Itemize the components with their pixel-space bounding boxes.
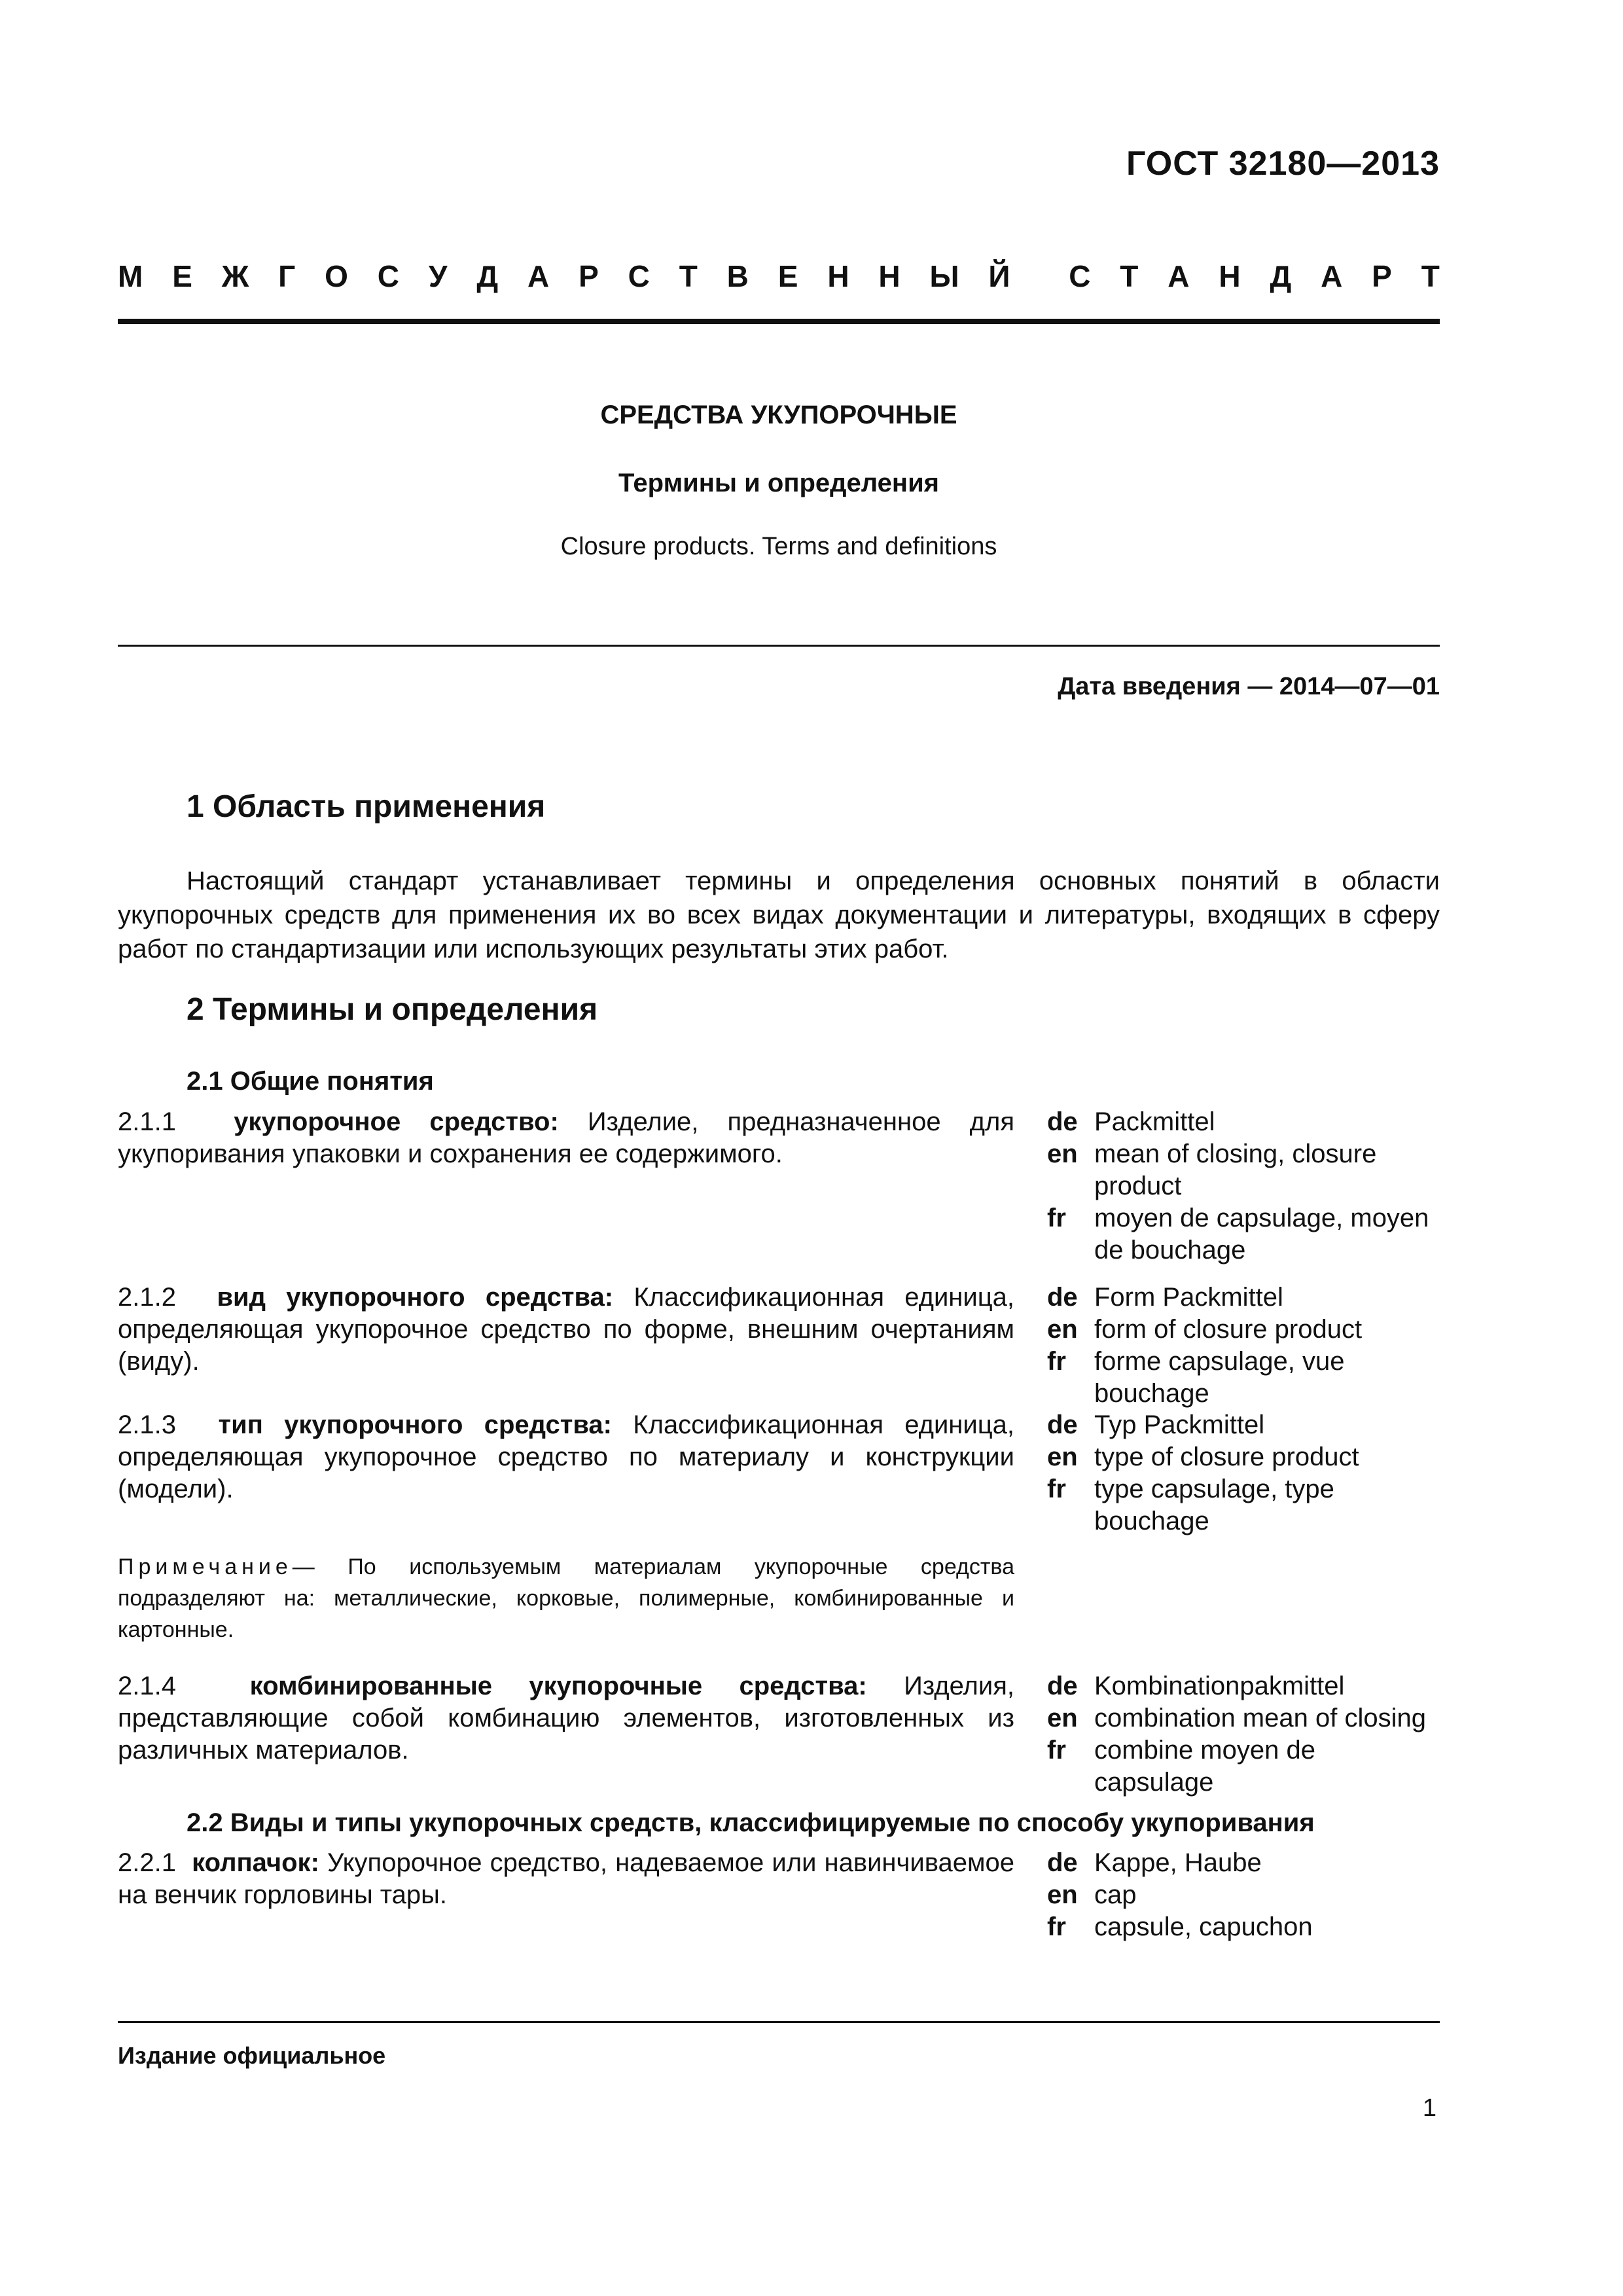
term-number: 2.1.3 [118, 1410, 176, 1439]
banner-letter: Н [1219, 259, 1241, 293]
lang-code: fr [1047, 1347, 1066, 1376]
banner-letter: Д [1270, 259, 1292, 293]
subsection-heading-types: 2.2 Виды и типы укупорочных средств, классифицируемые по способу укупоривания [187, 1808, 1315, 1837]
banner-letter: Ж [221, 259, 249, 293]
equivalent-text: moyen de capsulage, moyen de bouchage [1094, 1204, 1429, 1265]
banner-letter: Д [476, 259, 499, 293]
banner-letter: А [1168, 259, 1190, 293]
lang-code: en [1047, 1880, 1078, 1909]
page-number: 1 [1422, 2094, 1436, 2122]
equivalent-text: cap [1094, 1880, 1137, 1909]
lang-code: fr [1047, 1912, 1066, 1941]
banner-letter: Р [579, 259, 599, 293]
lang-code: en [1047, 1139, 1078, 1168]
banner-letter: Е [172, 259, 192, 293]
edition-label: Издание официальное [118, 2042, 386, 2069]
equivalent-text: Packmittel [1094, 1107, 1215, 1136]
term-entry [118, 1409, 1014, 1505]
banner-letter: У [428, 259, 448, 293]
document-title: СРЕДСТВА УКУПОРОЧНЫЕ [600, 401, 957, 429]
equivalent-text: Kombinationpakmittel [1094, 1672, 1345, 1700]
standard-type-banner [118, 259, 1440, 294]
banner-letter: Й [988, 259, 1010, 293]
lang-code: de [1047, 1410, 1078, 1439]
section-heading-terms: 2 Термины и определения [187, 992, 598, 1027]
lang-code: en [1047, 1443, 1078, 1471]
banner-letter: Н [827, 259, 849, 293]
banner-letter: Р [1372, 259, 1392, 293]
header-divider [118, 319, 1440, 324]
term-equivalents [1047, 1670, 1440, 1799]
equivalent-text: capsule, capuchon [1094, 1912, 1313, 1941]
lang-code: de [1047, 1848, 1078, 1877]
banner-letter: Т [679, 259, 698, 293]
banner-letter: Т [1421, 259, 1440, 293]
banner-letter: С [377, 259, 399, 293]
term-entry [118, 1106, 1014, 1170]
equivalent-text: forme capsulage, vue bouchage [1094, 1347, 1345, 1408]
lang-code: en [1047, 1315, 1078, 1344]
term-number: 2.1.2 [118, 1283, 176, 1312]
equivalent-text: type of closure product [1094, 1443, 1359, 1471]
lang-code: de [1047, 1283, 1078, 1312]
banner-letter: Г [278, 259, 296, 293]
term-entry [118, 1282, 1014, 1378]
lang-code: de [1047, 1672, 1078, 1700]
term-number: 2.1.1 [118, 1107, 176, 1136]
banner-letter: Н [878, 259, 901, 293]
term-equivalents [1047, 1282, 1440, 1410]
banner-letter: М [118, 259, 143, 293]
introduction-date: Дата введения — 2014—07—01 [1058, 673, 1440, 700]
term-name: тип укупорочного средства: [218, 1410, 613, 1439]
document-english-title: Closure products. Terms and definitions [560, 533, 997, 560]
term-number: 2.1.4 [118, 1672, 176, 1700]
term-name: укупорочное средство: [234, 1107, 559, 1136]
note-label: Примечание [118, 1554, 293, 1579]
banner-letter: Е [777, 259, 798, 293]
term-equivalents [1047, 1106, 1440, 1266]
term-entry [118, 1847, 1014, 1911]
subsection-heading-general: 2.1 Общие понятия [187, 1067, 434, 1096]
scope-paragraph [118, 864, 1440, 966]
banner-letter: В [726, 259, 749, 293]
scope-text: Настоящий стандарт устанавливает термины и определения основных понятий в области укупорочных средств для применения их во всех видах документации и литературы, входящих в сферу работ по стандартизации или использующих результаты этих работ. [118, 867, 1440, 963]
equivalent-text: type capsulage, type bouchage [1094, 1475, 1334, 1535]
banner-letter: Ы [929, 259, 959, 293]
banner-letter: С [1069, 259, 1091, 293]
lang-code: de [1047, 1107, 1078, 1136]
term-definition: Изделие, предназначенное для укупоривания упаковки и сохранения ее содержимого. [118, 1107, 1015, 1168]
lang-code: en [1047, 1704, 1078, 1732]
standard-number: ГОСТ 32180—2013 [1126, 145, 1440, 183]
banner-letter: А [527, 259, 550, 293]
term-definition: Классификационная единица, определяющая укупорочное средство по форме, внешним очертаниям (виду). [118, 1283, 1014, 1376]
equivalent-text: combine moyen de capsulage [1094, 1736, 1315, 1797]
lang-code: fr [1047, 1204, 1066, 1232]
term-definition: Укупорочное средство, надеваемое или навинчиваемое на венчик горловины тары. [118, 1848, 1014, 1909]
banner-letter: А [1321, 259, 1343, 293]
title-divider [118, 645, 1440, 647]
term-definition: Изделия, представляющие собой комбинацию элементов, изготовленных из различных материалов. [118, 1672, 1015, 1765]
equivalent-text: combination mean of closing [1094, 1704, 1426, 1732]
term-equivalents [1047, 1847, 1440, 1943]
banner-letter: О [325, 259, 348, 293]
term-number: 2.2.1 [118, 1848, 176, 1877]
equivalent-text: Form Packmittel [1094, 1283, 1283, 1312]
term-entry [118, 1670, 1014, 1767]
term-name: колпачок: [192, 1848, 319, 1877]
banner-letter: С [628, 259, 650, 293]
term-name: комбинированные укупорочные средства: [249, 1672, 867, 1700]
term-name: вид укупорочного средства: [217, 1283, 614, 1312]
document-subtitle: Термины и определения [618, 469, 940, 497]
lang-code: fr [1047, 1475, 1066, 1503]
lang-code: fr [1047, 1736, 1066, 1765]
term-equivalents [1047, 1409, 1440, 1537]
equivalent-text: Typ Packmittel [1094, 1410, 1265, 1439]
term-definition: Классификационная единица, определяющая укупорочное средство по материалу и конструкции (модели). [118, 1410, 1015, 1503]
equivalent-text: form of closure product [1094, 1315, 1363, 1344]
note-text: — По используемым материалам укупорочные средства подразделяют на: металлические, корковые, полимерные, комбинированные и картонные. [118, 1554, 1014, 1642]
note-block [118, 1551, 1014, 1645]
footer-divider [118, 2021, 1440, 2023]
banner-letter: Т [1120, 259, 1139, 293]
section-heading-scope: 1 Область применения [187, 789, 546, 824]
equivalent-text: Kappe, Haube [1094, 1848, 1262, 1877]
equivalent-text: mean of closing, closure product [1094, 1139, 1377, 1200]
